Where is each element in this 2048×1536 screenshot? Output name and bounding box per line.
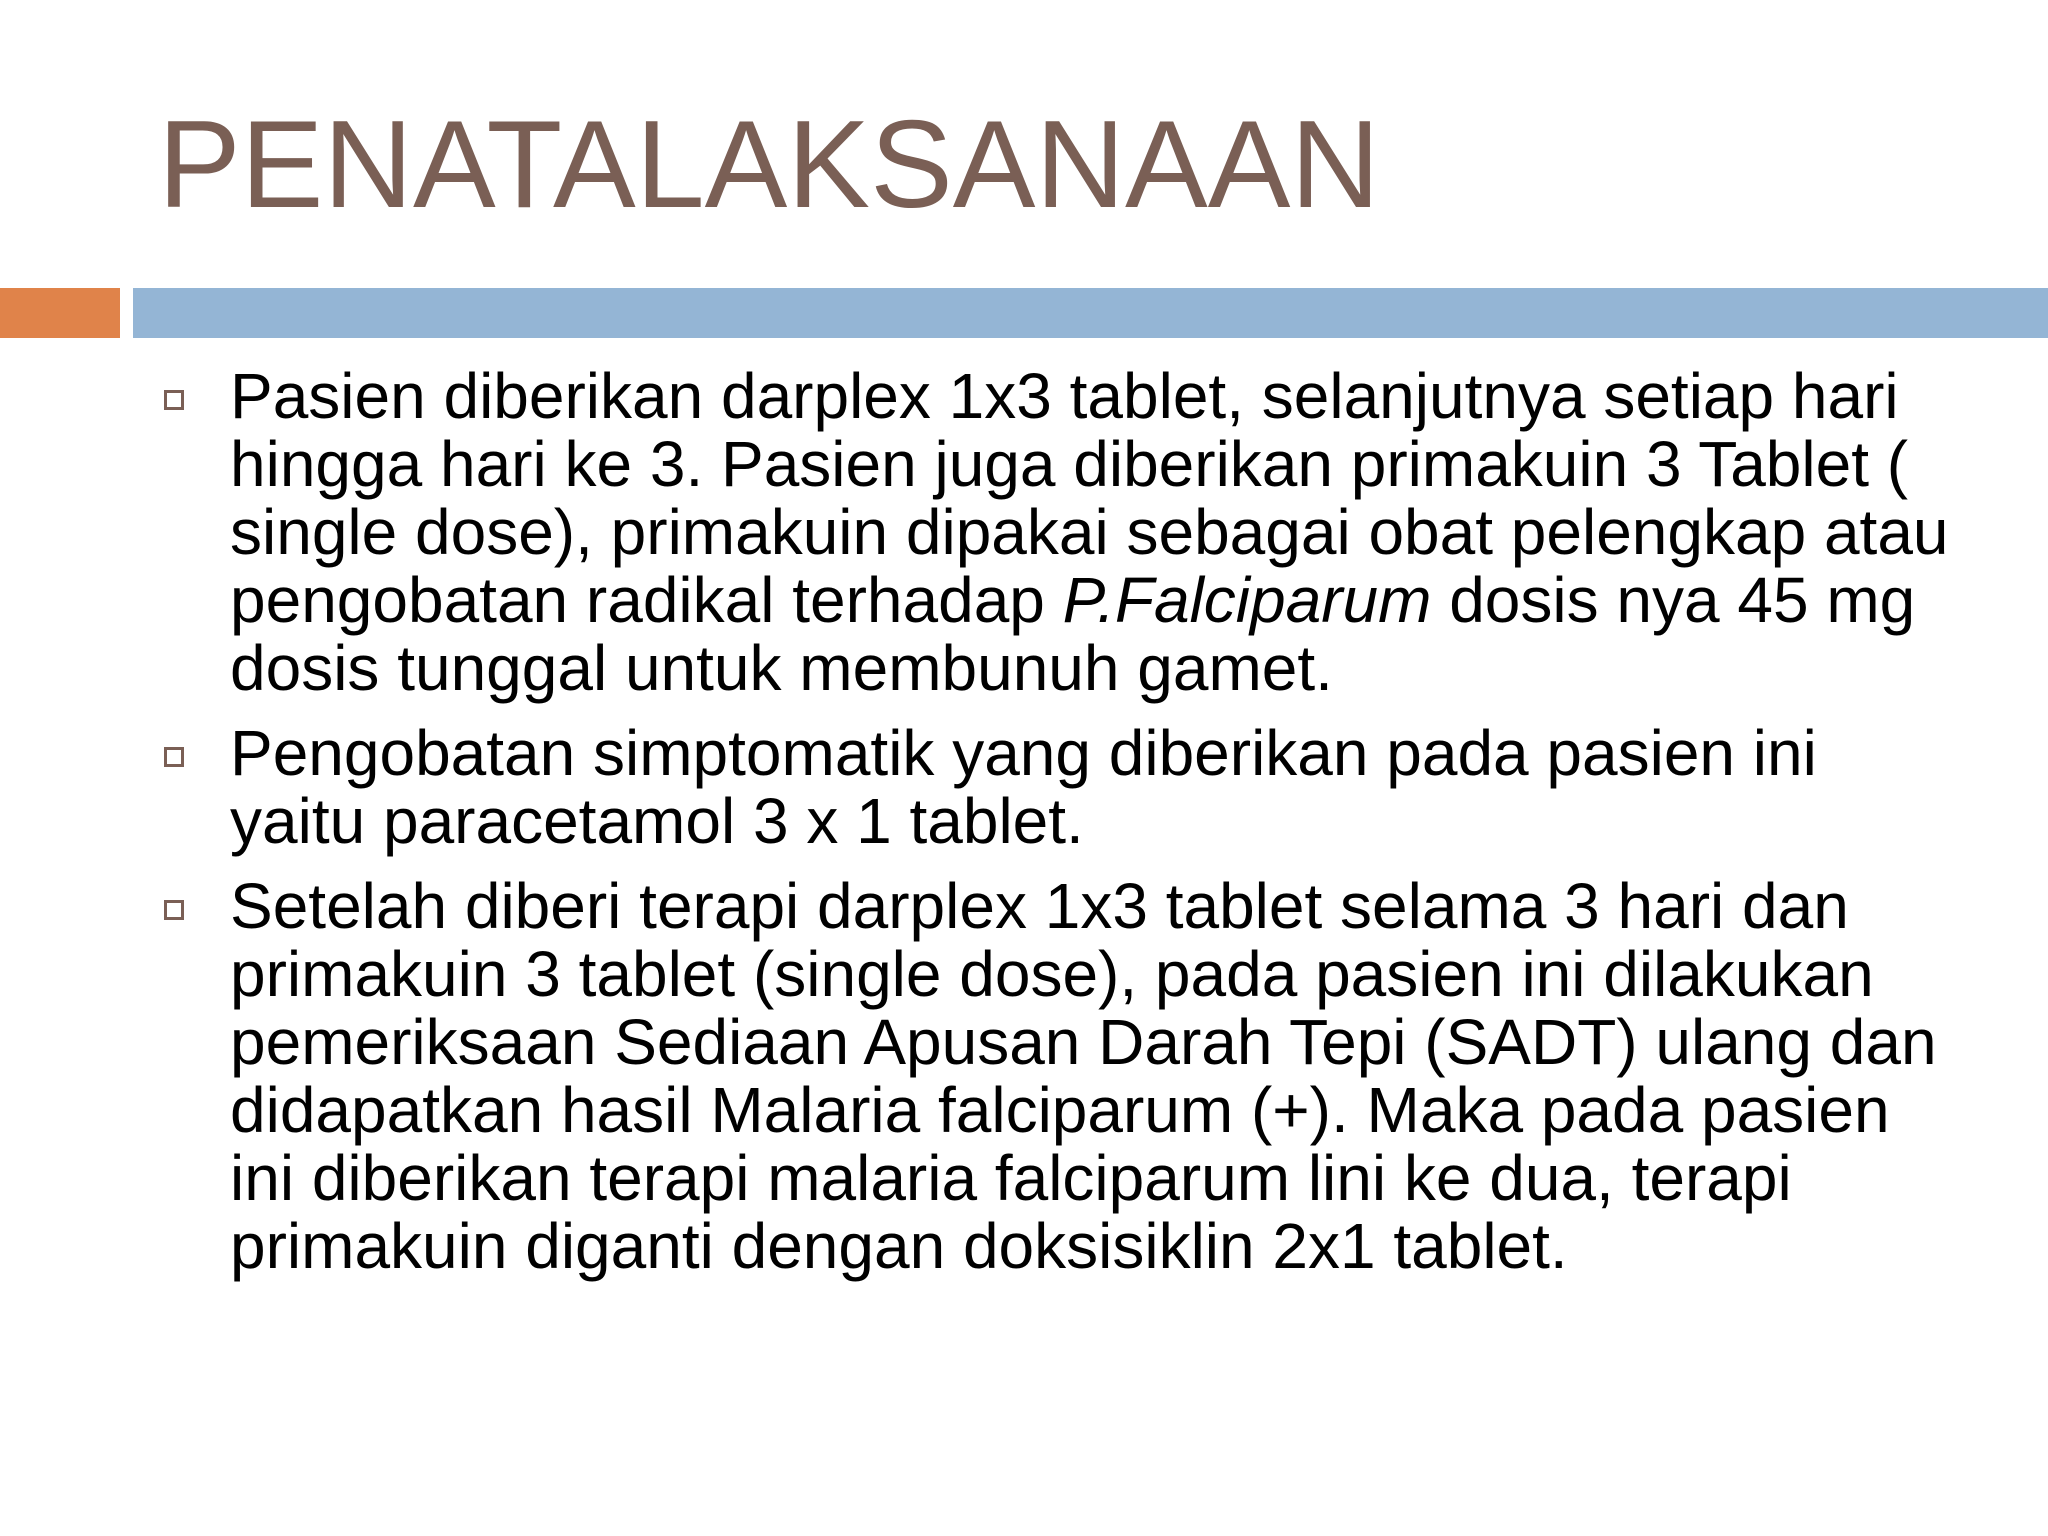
bullet-text: Pengobatan simptomatik yang diberikan pada pasien ini yaitu paracetamol 3 x 1 tablet. <box>230 717 1817 857</box>
square-bullet-icon <box>164 390 184 410</box>
square-bullet-icon <box>164 747 184 767</box>
bullet-list <box>160 362 1960 1297</box>
square-bullet-icon <box>164 900 184 920</box>
accent-bar-blue <box>133 288 2048 338</box>
bullet-text: Pasien diberikan darplex 1x3 tablet, selanjutnya setiap hari hingga hari ke 3. Pasien juga diberikan primakuin 3 Tablet ( single dose), primakuin dipakai sebagai obat pelengkap atau pengobatan radikal terhadap P.Falciparum dosis nya 45 mg dosis tunggal untuk membunuh gamet. <box>230 360 1949 704</box>
bullet-text: Setelah diberi terapi darplex 1x3 tablet selama 3 hari dan primakuin 3 tablet (single dose), pada pasien ini dilakukan pemeriksaan Sediaan Apusan Darah Tepi (SADT) ulang dan didapatkan hasil Malaria falciparum (+). Maka pada pasien ini diberikan terapi malaria falciparum lini ke dua, terapi primakuin diganti dengan doksisiklin 2x1 tablet. <box>230 870 1937 1282</box>
bullet-item <box>160 362 1960 702</box>
bullet-item <box>160 719 1960 855</box>
accent-bar-orange <box>0 288 120 338</box>
slide-title: PENATALAKSANAAN <box>158 96 1381 234</box>
italic-species-name: P.Falciparum <box>1062 564 1432 636</box>
bullet-item <box>160 872 1960 1280</box>
